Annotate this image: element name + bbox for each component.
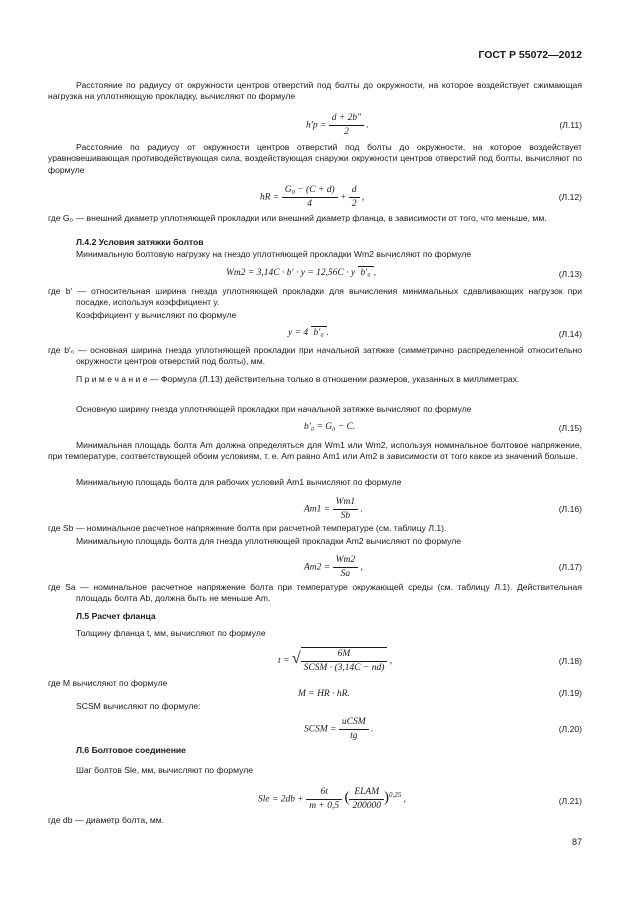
definition: где G₀ — внешний диаметр уплотняющей прокладки или внешний диаметр фланца, в зависимости от того, что меньше, мм.	[48, 213, 547, 223]
definition: где b′₀ — основная ширина гнезда уплотняющей прокладки при начальной затяжке (симметрично распределенной относительно окружности центров отверстий под болты), мм.	[48, 345, 582, 367]
paragraph: Расстояние по радиусу от окружности центров отверстий под болты до окружности, на которое воздействует сжимающая нагрузка на уплотняющую прокладку, вычисляют по формуле	[48, 80, 582, 102]
formula-l11: h′p = $\frac{d + 2b''}{2}$ . (Л.11)	[306, 113, 582, 137]
formula-l15: b′₀ = G₀ − C. (Л.15)	[304, 422, 582, 433]
definition: где b′ — относительная ширина гнезда уплотняющей прокладки для вычисления минимальных сдавливающих нагрузок при посадке, используя коэффициент y.	[48, 286, 582, 308]
definition: где Sb — номинальное расчетное напряжение болта при расчетной температуре (см. таблицу Л.1).	[48, 523, 447, 533]
page-number: 87	[571, 837, 582, 847]
paragraph: Расстояние по радиусу от окружности центров отверстий под болты до окружности, на которое воздействует уравновешивающая противодействующая сила, воздействующая снаружи окружности центров отверстий под болты, вычисляют по формуле	[48, 142, 582, 175]
section-heading: Л.4.2 Условия затяжки болтов	[76, 237, 204, 247]
paragraph: Минимальную площадь болта для гнезда уплотняющей прокладки Am2 вычисляют по формуле	[76, 536, 462, 546]
paragraph: SCSM вычисляют по формуле:	[76, 701, 201, 711]
paragraph: Минимальную болтовую нагрузку на гнездо уплотняющей прокладки Wm2 вычисляют по формуле	[76, 249, 472, 259]
paragraph: Шаг болтов Sle, мм, вычисляют по формуле	[76, 765, 253, 775]
paragraph: Толщину фланца t, мм, вычисляют по формуле	[76, 628, 266, 638]
formula-l12: hR = $\frac{\text{G₀ − (C + d)}}{4}$ + $\frac{d}{2}$ , (Л.12)	[260, 185, 582, 209]
formula-l13: Wm2 = 3,14C · b′ · y = 12,56C · y b′₀ , (Л.13)	[226, 268, 582, 279]
section-heading: Л.6 Болтовое соединение	[76, 745, 186, 755]
formula-l21: Sle = 2db + $\frac{6t}{m + 0,5}$ ( $\frac{\text{ELAM}}{200000}$ )$^{0,25}$ , (Л.21)	[258, 787, 582, 811]
definition: где M вычисляют по формуле	[48, 678, 168, 688]
definition: где db — диаметр болта, мм.	[48, 815, 165, 825]
definition: где Sa — номинальное расчетное напряжение болта при температуре окружающей среды (см. таблицу Л.1). Действительная площадь болта Ab, должна быть не меньше Am.	[48, 582, 582, 604]
paragraph: Основную ширину гнезда уплотняющей прокладки при начальной затяжке вычисляют по формуле	[76, 404, 472, 414]
paragraph: Коэффициент y вычисляют по формуле	[76, 310, 237, 320]
formula-l18: t = √ $\frac{6M}{\text{SCSM · (3,14C − nd)}}$ , (Л.18)	[278, 649, 582, 673]
section-heading: Л.5 Расчет фланца	[76, 611, 156, 621]
paragraph: Минимальную площадь болта для рабочих условий Am1 вычисляют по формуле	[76, 477, 402, 487]
standard-header: ГОСТ Р 55072—2012	[478, 49, 582, 61]
formula-l17: Am2 = $\frac{Wm2}{Sa}$ , (Л.17)	[304, 555, 582, 579]
formula-l19: M = HR · hR. (Л.19)	[298, 688, 582, 699]
paragraph: Минимальная площадь болта Am должна определяться для Wm1 или Wm2, используя номинальное болтовое напряжение, при температуре, соответствующей обоим условиям, т. е. Am равно Am1 или Am2 в зависимости от того какое из значений больше.	[48, 440, 582, 462]
formula-l16: Am1 = $\frac{Wm1}{Sb}$ . (Л.16)	[304, 497, 582, 521]
formula-l14: y = 4 b′₀ . (Л.14)	[288, 328, 582, 339]
note: П р и м е ч а н и е — Формула (Л.13) действительна только в отношении размеров, указанных в миллиметрах.	[76, 374, 520, 384]
formula-l20: SCSM = $\frac{\text{uCSM}}{tg}$ . (Л.20)	[304, 717, 582, 741]
